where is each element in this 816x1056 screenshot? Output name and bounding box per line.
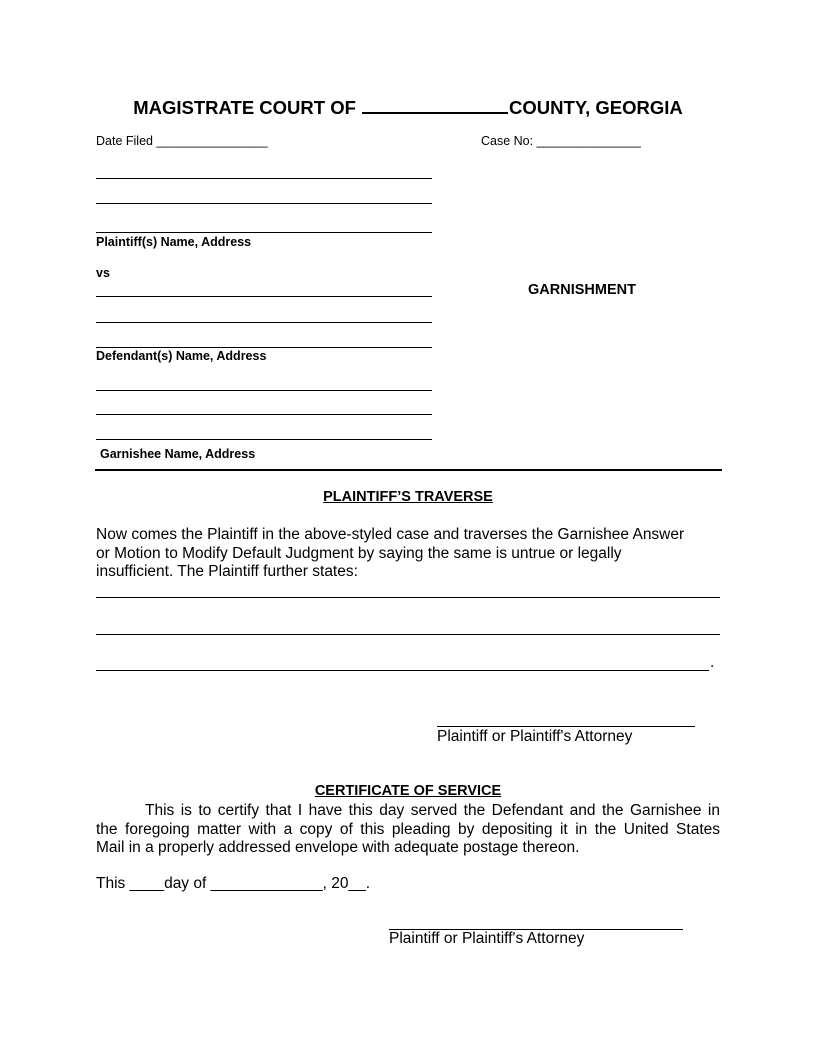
certificate-body xyxy=(96,802,720,858)
statement-line-3 xyxy=(96,670,709,671)
certificate-heading: CERTIFICATE OF SERVICE xyxy=(314,783,502,799)
defendant-label: Defendant(s) Name, Address xyxy=(96,349,267,363)
certificate-line-1: This is to certify that I have this day served the Defendant and the Garnishee in xyxy=(145,802,720,819)
plaintiff-line-1 xyxy=(96,178,432,179)
statement-end-period: . xyxy=(710,654,715,671)
garnishee-line-2 xyxy=(96,414,432,415)
date-filed: Date Filed ________________ xyxy=(96,134,268,148)
defendant-line-3 xyxy=(96,347,432,348)
certificate-signature-label: Plaintiff or Plaintiff's Attorney xyxy=(389,930,585,947)
defendant-line-2 xyxy=(96,322,432,323)
traverse-signature-line xyxy=(437,726,695,727)
plaintiff-line-3 xyxy=(96,232,432,233)
certificate-date-line: This ____day of _____________, 20__. xyxy=(96,875,371,892)
court-title xyxy=(96,97,720,119)
case-number: Case No: _______________ xyxy=(481,134,641,148)
garnishee-label: Garnishee Name, Address xyxy=(100,447,256,461)
garnishee-line-3 xyxy=(96,439,432,440)
plaintiff-label: Plaintiff(s) Name, Address xyxy=(96,235,252,249)
traverse-signature-label: Plaintiff or Plaintiff's Attorney xyxy=(437,728,633,745)
vs-label: vs xyxy=(96,266,110,280)
traverse-heading: PLAINTIFF’S TRAVERSE xyxy=(323,489,493,505)
traverse-body-line-2: or Motion to Modify Default Judgment by saying the same is untrue or legally xyxy=(96,544,622,562)
court-title-prefix: MAGISTRATE COURT OF xyxy=(133,97,356,118)
statement-line-1 xyxy=(96,597,720,598)
statement-line-2 xyxy=(96,634,720,635)
county-blank xyxy=(362,97,508,114)
traverse-body-line-1: Now comes the Plaintiff in the above-styled case and traverses the Garnishee Answer xyxy=(96,526,685,543)
case-type: GARNISHMENT xyxy=(528,282,636,298)
plaintiff-line-2 xyxy=(96,203,432,204)
traverse-body xyxy=(96,526,684,582)
court-title-suffix: COUNTY, GEORGIA xyxy=(509,97,683,118)
caption-divider xyxy=(95,469,722,471)
traverse-body-line-3: insufficient. The Plaintiff further states: xyxy=(96,563,358,580)
certificate-line-3: Mail in a properly addressed envelope with adequate postage thereon. xyxy=(96,839,580,856)
garnishee-line-1 xyxy=(96,390,432,391)
defendant-line-1 xyxy=(96,296,432,297)
certificate-line-2: the foregoing matter with a copy of this pleading by depositing it in the United States xyxy=(96,820,720,838)
